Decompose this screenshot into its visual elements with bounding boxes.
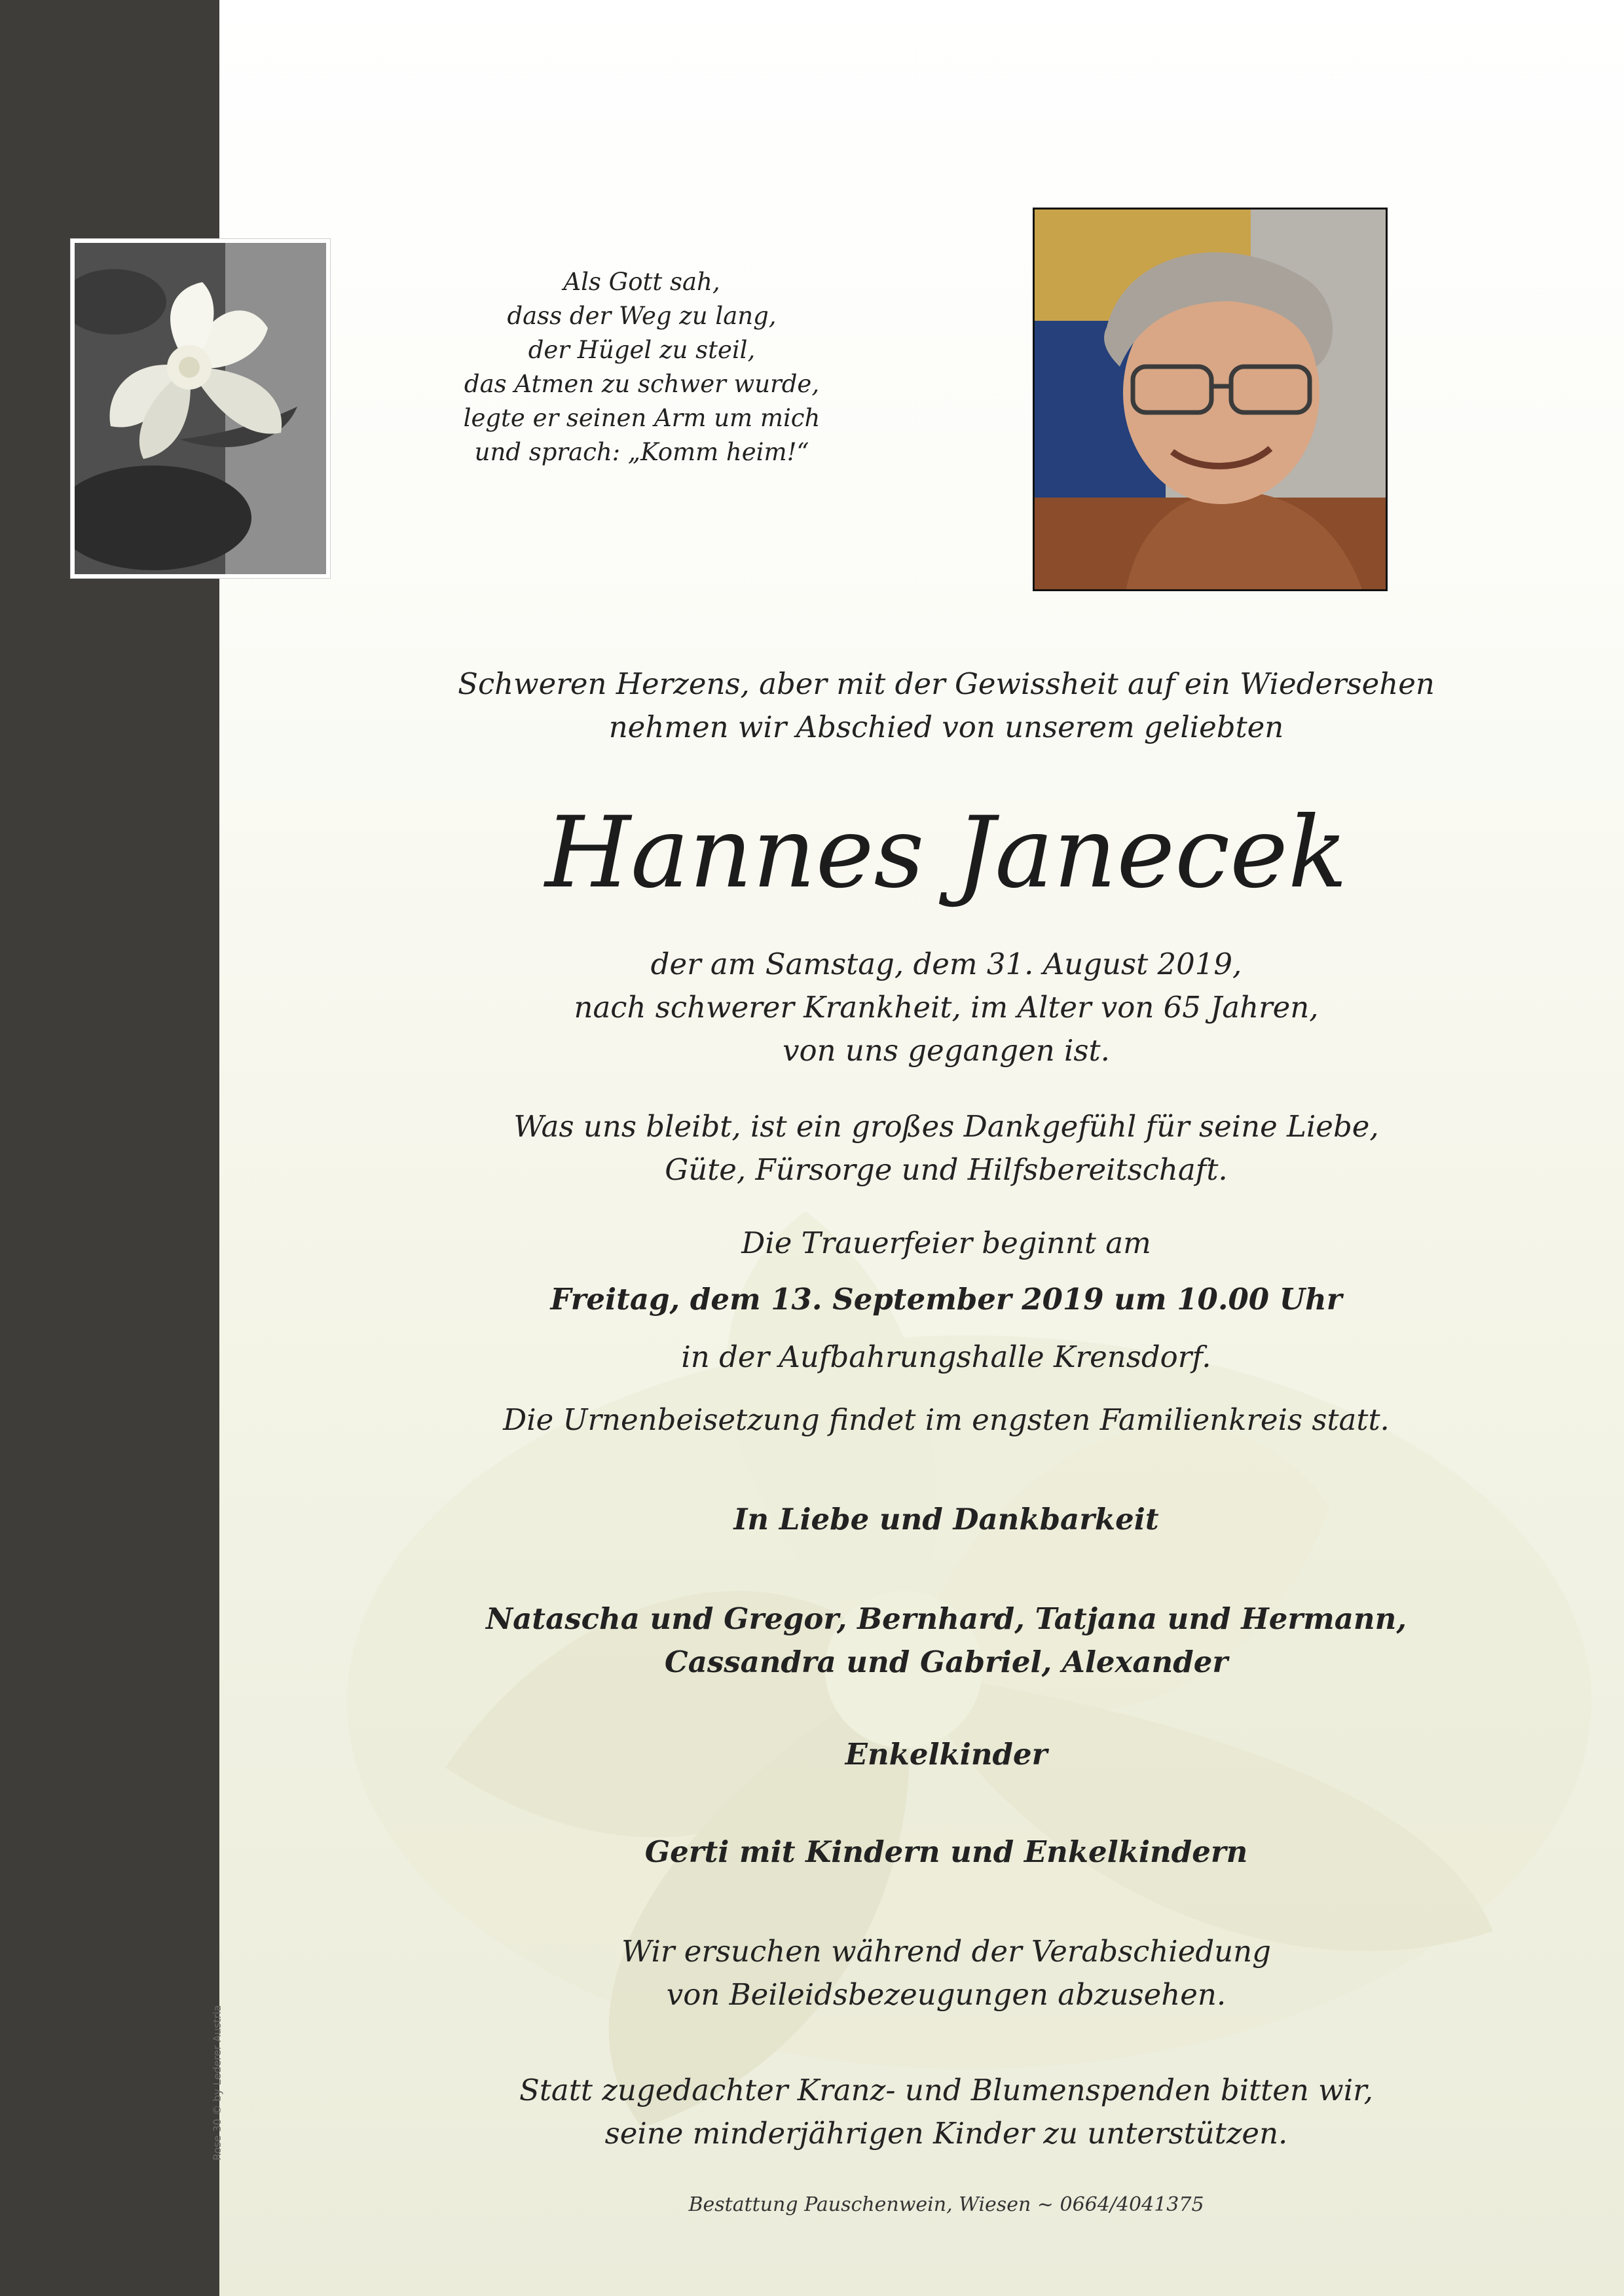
gratitude-line: Güte, Fürsorge und Hilfsbereitschaft.: [665, 1152, 1228, 1187]
poem-line: und sprach: „Komm heim!“: [474, 438, 809, 466]
ceremony-location: in der Aufbahrungshalle Krensdorf.: [681, 1339, 1211, 1374]
donation-request: [367, 2069, 1526, 2155]
gardenia-icon: [75, 243, 326, 574]
undertaker-footer: Bestattung Pauschenwein, Wiesen ~ 0664/4041375: [688, 2193, 1204, 2216]
donation-line: Statt zugedachter Kranz- und Blumenspenden bitten wir,: [519, 2073, 1373, 2107]
intro-line: Schweren Herzens, aber mit der Gewissheit auf ein Wiedersehen: [458, 666, 1435, 701]
condolence-line: Wir ersuchen während der Verabschiedung: [621, 1934, 1271, 1969]
family-line: Cassandra und Gabriel, Alexander: [664, 1645, 1228, 1679]
family-line: Natascha und Gregor, Bernhard, Tatjana und Hermann,: [486, 1601, 1407, 1636]
family-names: [367, 1597, 1526, 1684]
gerti-family: Gerti mit Kindern und Enkelkindern: [644, 1834, 1248, 1869]
ceremony-intro: Die Trauerfeier beginnt am: [741, 1226, 1151, 1260]
intro-text: [367, 663, 1526, 749]
gardenia-photo-frame: [71, 239, 330, 578]
poem-line: dass der Weg zu lang,: [507, 302, 777, 330]
death-line: der am Samstag, dem 31. August 2019,: [650, 947, 1242, 981]
poem-line: legte er seinen Arm um mich: [463, 404, 821, 432]
death-line: von uns gegangen ist.: [783, 1033, 1110, 1068]
portrait-photo: [1033, 208, 1388, 591]
gratitude-text: [367, 1105, 1526, 1192]
donation-line: seine minderjährigen Kinder zu unterstützen.: [604, 2116, 1288, 2151]
death-info: [367, 943, 1526, 1072]
poem-line: der Hügel zu steil,: [528, 336, 756, 364]
intro-line: nehmen wir Abschied von unserem geliebten: [608, 710, 1284, 744]
poem-line: Als Gott sah,: [563, 268, 720, 296]
gardenia-photo: [75, 243, 326, 574]
deceased-name: Hannes Janecek: [545, 796, 1348, 910]
poem: [458, 265, 825, 469]
death-line: nach schwerer Krankheit, im Alter von 65 Jahren,: [574, 990, 1319, 1025]
condolence-request: [367, 1930, 1526, 2016]
poem-line: das Atmen zu schwer wurde,: [464, 370, 820, 398]
condolence-line: von Beileidsbezeugungen abzusehen.: [666, 1977, 1227, 2012]
image-credit: Rose 30 © by Lederer Austria: [211, 2005, 223, 2160]
portrait-image: [1035, 210, 1386, 589]
urn-burial-note: Die Urnenbeisetzung findet im engsten Familienkreis statt.: [503, 1402, 1390, 1437]
ceremony-date: Freitag, dem 13. September 2019 um 10.00 Uhr: [550, 1282, 1342, 1317]
grandchildren: Enkelkinder: [845, 1737, 1048, 1772]
gratitude-line: Was uns bleibt, ist ein großes Dankgefühl für seine Liebe,: [513, 1109, 1379, 1144]
mourners-heading: In Liebe und Dankbarkeit: [733, 1502, 1159, 1537]
